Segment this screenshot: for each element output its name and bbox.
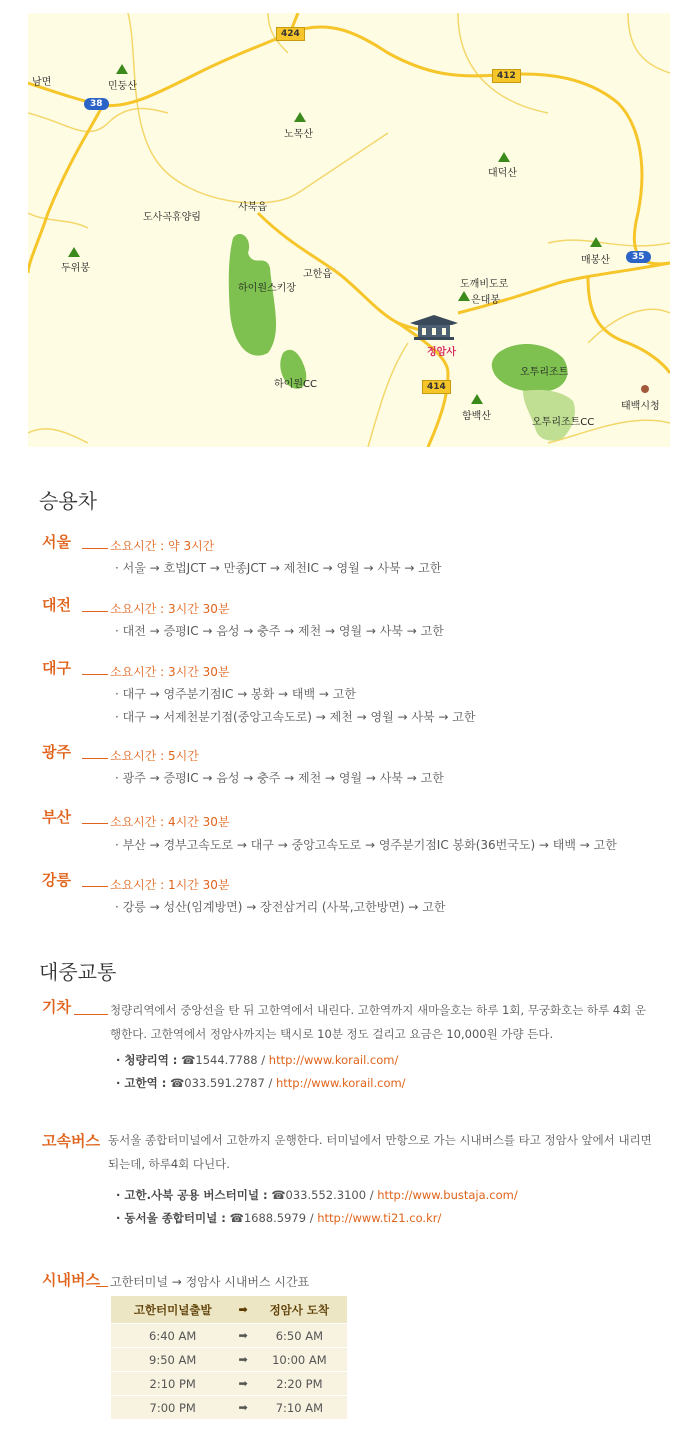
travel-time: 소요시간 : 3시간 30분 [110,602,230,616]
route-35-shield: 35 [626,251,651,263]
arrow-icon: ➡ [234,1372,251,1396]
separator: / [268,1076,273,1090]
korail-link[interactable]: http://www.korail.com/ [275,1076,406,1090]
contact-gohan-station [116,1075,406,1091]
table-row [111,1324,347,1348]
place-label: 하이원스키장 [238,283,296,294]
divider [96,1286,108,1287]
place-label: 하이원CC [274,379,317,390]
place-label: 고한읍 [303,269,332,280]
travel-time: 소요시간 : 1시간 30분 [110,878,230,892]
table-row [111,1348,347,1372]
contact-name: · 청량리역 : [116,1053,178,1067]
phone-number: ☎033.552.3100 [271,1188,367,1202]
arrival-time: 6:50 AM [252,1324,347,1348]
public-section-title: 대중교통 [39,960,117,984]
separator: / [309,1211,314,1225]
header-arrival: 정암사 도착 [252,1296,347,1324]
mountain-icon [68,247,80,257]
separator: / [261,1053,266,1067]
divider [82,611,108,612]
train-description: 청량리역에서 중앙선을 탄 뒤 고한역에서 내린다. 고한역까지 새마을호는 하루 1회, 무궁화호는 하루 4회 운행한다. 고한역에서 정암사까지는 택시로 10분 정도 걸리고 요금은 10,000원 가량 든다. [110,1003,647,1041]
divider [82,823,108,824]
jeongamsa-map-label: 정암사 [427,347,456,358]
place-label: 민둥산 [108,81,137,92]
table-row [111,1372,347,1396]
arrow-icon: ➡ [234,1296,251,1324]
divider [82,674,108,675]
express-bus-description: 동서울 종합터미널에서 고한까지 운행한다. 터미널에서 만항으로 가는 시내버스를 타고 정암사 앞에서 내리면 되는데, 하루4회 다닌다. [108,1133,652,1171]
arrival-time: 2:20 PM [252,1372,347,1396]
arrival-time: 7:10 AM [252,1396,347,1420]
departure-time: 7:00 PM [111,1396,234,1420]
place-label: 남면 [32,77,52,88]
bustaja-link[interactable]: http://www.bustaja.com/ [377,1188,518,1202]
divider [74,1014,108,1015]
route-text: · 대구 → 서제천분기점(중앙고속도로) → 제천 → 영월 → 사북 → 고한 [115,710,476,724]
arrival-time: 10:00 AM [252,1348,347,1372]
arrow-icon: ➡ [234,1348,251,1372]
place-label: 오투리조트 [520,367,569,378]
city-label-gangneung: 강릉 [42,871,71,889]
departure-time: 2:10 PM [111,1372,234,1396]
place-label: 사북읍 [238,202,267,213]
arrow-icon: ➡ [234,1396,251,1420]
phone-number: ☎033.591.2787 [169,1076,265,1090]
route-text: · 광주 → 증평IC → 음성 → 충주 → 제천 → 영월 → 사북 → 고한 [115,771,444,785]
bus-timetable [111,1296,347,1419]
place-label: 두위봉 [61,263,90,274]
city-label-busan: 부산 [42,808,71,826]
mountain-icon [498,152,510,162]
express-bus-label: 고속버스 [42,1132,100,1150]
place-label: 매봉산 [581,255,610,266]
bus-timetable-caption: 고한터미널 → 정암사 시내버스 시간표 [110,1275,310,1289]
phone-number: ☎1544.7788 [181,1053,258,1067]
city-label-seoul: 서울 [42,533,71,551]
place-label: 대덕산 [488,168,517,179]
city-label-daejeon: 대전 [42,596,71,614]
place-label: 도깨비도로 [460,279,509,290]
route-text: · 대구 → 영주분기점IC → 봉화 → 태백 → 고한 [115,687,356,701]
divider [82,886,108,887]
korail-link[interactable]: http://www.korail.com/ [268,1053,399,1067]
mountain-icon [458,291,470,301]
mountain-icon [590,237,602,247]
route-text: · 강릉 → 성산(임계방면) → 장전삼거리 (사북,고한방면) → 고한 [115,900,446,914]
separator: / [369,1188,374,1202]
route-text: · 서울 → 호법JCT → 만종JCT → 제천IC → 영월 → 사북 → 고한 [115,561,442,575]
contact-cheongnyangni [116,1052,398,1068]
travel-time: 소요시간 : 약 3시간 [110,539,215,553]
travel-time: 소요시간 : 4시간 30분 [110,815,230,829]
departure-time: 6:40 AM [111,1324,234,1348]
header-departure: 고한터미널출발 [111,1296,234,1324]
travel-time: 소요시간 : 5시간 [110,749,199,763]
phone-number: ☎1688.5979 [229,1211,307,1225]
city-bus-label: 시내버스 [42,1271,100,1289]
table-row [111,1396,347,1420]
route-412-shield: 412 [492,69,521,83]
contact-name: · 고한.사북 공용 버스터미널 : [116,1188,268,1202]
location-map [28,13,670,447]
route-414-shield: 414 [422,380,451,394]
place-label: 오투리조트CC [532,417,595,428]
route-text: · 부산 → 경부고속도로 → 대구 → 중앙고속도로 → 영주분기점IC 봉화(36번국도) → 태백 → 고한 [115,838,617,852]
car-section-title: 승용차 [39,489,97,513]
contact-dongseoul-terminal [116,1210,441,1226]
route-38-shield: 38 [84,98,109,110]
departure-time: 9:50 AM [111,1348,234,1372]
city-label-gwangju: 광주 [42,743,71,761]
mountain-icon [116,64,128,74]
route-424-shield: 424 [276,27,305,41]
mountain-icon [471,394,483,404]
contact-name: · 고한역 : [116,1076,167,1090]
train-label: 기차 [42,998,71,1016]
city-label-daegu: 대구 [42,659,71,677]
contact-gohan-terminal [116,1187,518,1203]
divider [82,758,108,759]
place-label: 함백산 [462,411,491,422]
mountain-icon [294,112,306,122]
contact-name: · 동서울 종합터미널 : [116,1211,226,1225]
divider [82,548,108,549]
place-label: 도사곡휴양림 [143,212,201,223]
travel-time: 소요시간 : 3시간 30분 [110,665,230,679]
arrow-icon: ➡ [234,1324,251,1348]
place-label: 태백시청 [621,401,660,412]
place-label: 은대봉 [471,295,500,306]
ti21-link[interactable]: http://www.ti21.co.kr/ [317,1211,442,1225]
route-text: · 대전 → 증평IC → 음성 → 충주 → 제천 → 영월 → 사북 → 고한 [115,624,444,638]
place-label: 노목산 [284,129,313,140]
